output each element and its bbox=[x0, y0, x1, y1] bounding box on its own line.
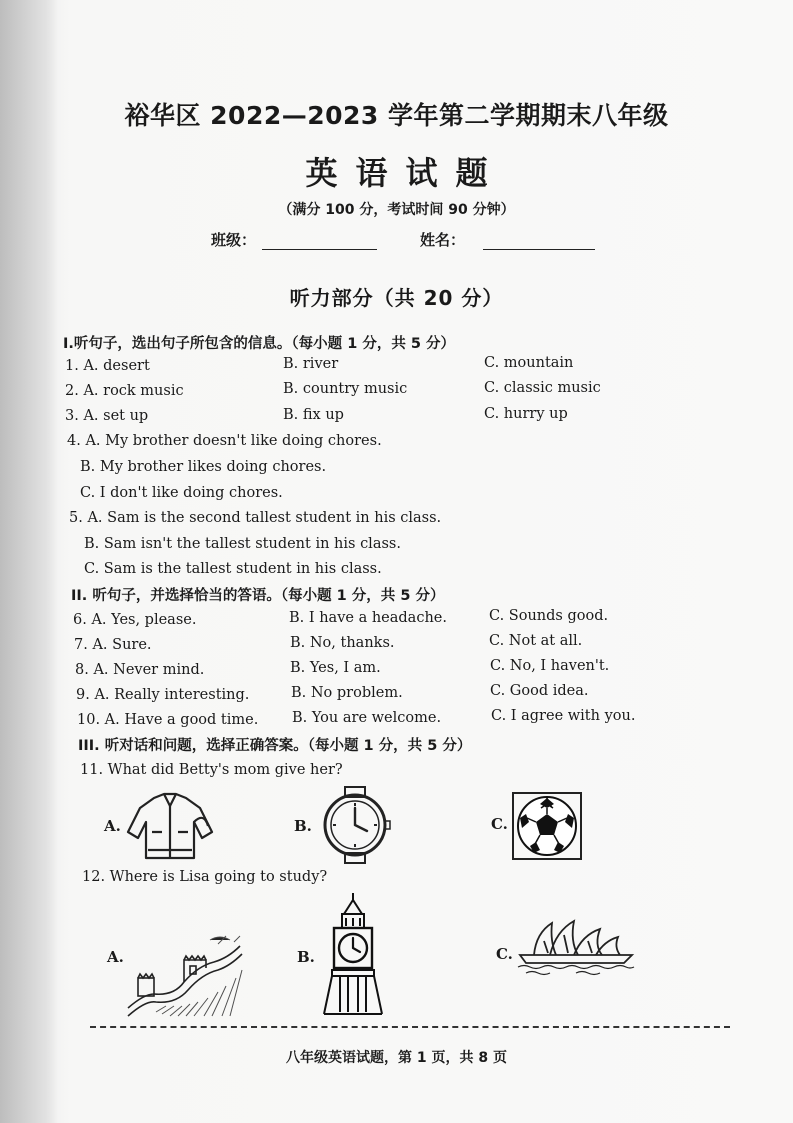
q12-label-b: B. bbox=[297, 948, 315, 966]
q4-option-b: B. My brother likes doing chores. bbox=[80, 459, 327, 475]
watch-icon bbox=[316, 786, 394, 864]
q3-option-a: 3. A. set up bbox=[65, 408, 149, 424]
big-ben-icon bbox=[322, 892, 384, 1018]
q9-option-b: B. No problem. bbox=[291, 685, 403, 701]
q2-option-a: 2. A. rock music bbox=[65, 383, 184, 399]
q5-option-a: 5. A. Sam is the second tallest student in his class. bbox=[69, 510, 442, 526]
q12-label-c: C. bbox=[496, 945, 513, 963]
page-footer: 八年级英语试题，第 1 页，共 8 页 bbox=[286, 1050, 507, 1066]
exam-title-line1: 裕华区 2022—2023 学年第二学期期末八年级 bbox=[124, 101, 669, 130]
part1-instruction: I.听句子，选出句子所包含的信息。（每小题 1 分，共 5 分） bbox=[63, 336, 456, 352]
q10-option-b: B. You are welcome. bbox=[292, 710, 442, 726]
q6-option-a: 6. A. Yes, please. bbox=[73, 612, 197, 628]
q6-option-c: C. Sounds good. bbox=[489, 608, 609, 624]
q1-option-c: C. mountain bbox=[484, 355, 574, 371]
great-wall-icon bbox=[126, 930, 244, 1020]
q12-question: 12. Where is Lisa going to study? bbox=[82, 869, 328, 885]
part3-instruction: III. 听对话和问题，选择正确答案。（每小题 1 分，共 5 分） bbox=[78, 738, 472, 754]
q5-option-c: C. Sam is the tallest student in his class. bbox=[84, 561, 382, 577]
q9-option-a: 9. A. Really interesting. bbox=[76, 687, 250, 703]
sydney-opera-house-icon bbox=[516, 915, 636, 977]
q8-option-a: 8. A. Never mind. bbox=[75, 662, 205, 678]
part2-instruction: II. 听句子，并选择恰当的答语。（每小题 1 分，共 5 分） bbox=[71, 588, 445, 604]
exam-subtitle: （满分 100 分，考试时间 90 分钟） bbox=[278, 202, 515, 218]
q11-label-a: A. bbox=[104, 817, 121, 835]
soccer-ball-icon bbox=[512, 792, 582, 860]
q11-question: 11. What did Betty's mom give her? bbox=[80, 762, 343, 778]
q1-option-a: 1. A. desert bbox=[65, 358, 150, 374]
q8-option-c: C. No, I haven't. bbox=[490, 658, 610, 674]
q7-option-b: B. No, thanks. bbox=[290, 635, 395, 651]
q7-option-a: 7. A. Sure. bbox=[74, 637, 152, 653]
name-blank[interactable] bbox=[483, 233, 595, 250]
jacket-icon bbox=[124, 792, 216, 862]
q12-label-a: A. bbox=[107, 948, 124, 966]
q7-option-c: C. Not at all. bbox=[489, 633, 583, 649]
q3-option-b: B. fix up bbox=[283, 407, 344, 423]
name-label: 姓名： bbox=[420, 231, 466, 249]
class-blank[interactable] bbox=[262, 233, 377, 250]
q5-option-b: B. Sam isn't the tallest student in his class. bbox=[84, 536, 401, 552]
class-label: 班级： bbox=[211, 231, 257, 249]
q11-label-c: C. bbox=[491, 815, 508, 833]
page-divider bbox=[90, 1026, 730, 1028]
q2-option-c: C. classic music bbox=[484, 380, 601, 396]
q1-option-b: B. river bbox=[283, 356, 339, 372]
q3-option-c: C. hurry up bbox=[484, 406, 568, 422]
q10-option-c: C. I agree with you. bbox=[491, 708, 636, 724]
q4-option-a: 4. A. My brother doesn't like doing chores. bbox=[67, 433, 382, 449]
q2-option-b: B. country music bbox=[283, 381, 408, 397]
class-field bbox=[211, 229, 377, 250]
q6-option-b: B. I have a headache. bbox=[289, 610, 447, 626]
listening-section-title: 听力部分（共 20 分） bbox=[289, 286, 504, 310]
name-field bbox=[420, 229, 595, 250]
exam-title-line2: 英语试题 bbox=[305, 154, 506, 192]
q10-option-a: 10. A. Have a good time. bbox=[77, 712, 259, 728]
q11-label-b: B. bbox=[294, 817, 312, 835]
q8-option-b: B. Yes, I am. bbox=[290, 660, 381, 676]
q9-option-c: C. Good idea. bbox=[490, 683, 589, 699]
q4-option-c: C. I don't like doing chores. bbox=[80, 485, 283, 501]
